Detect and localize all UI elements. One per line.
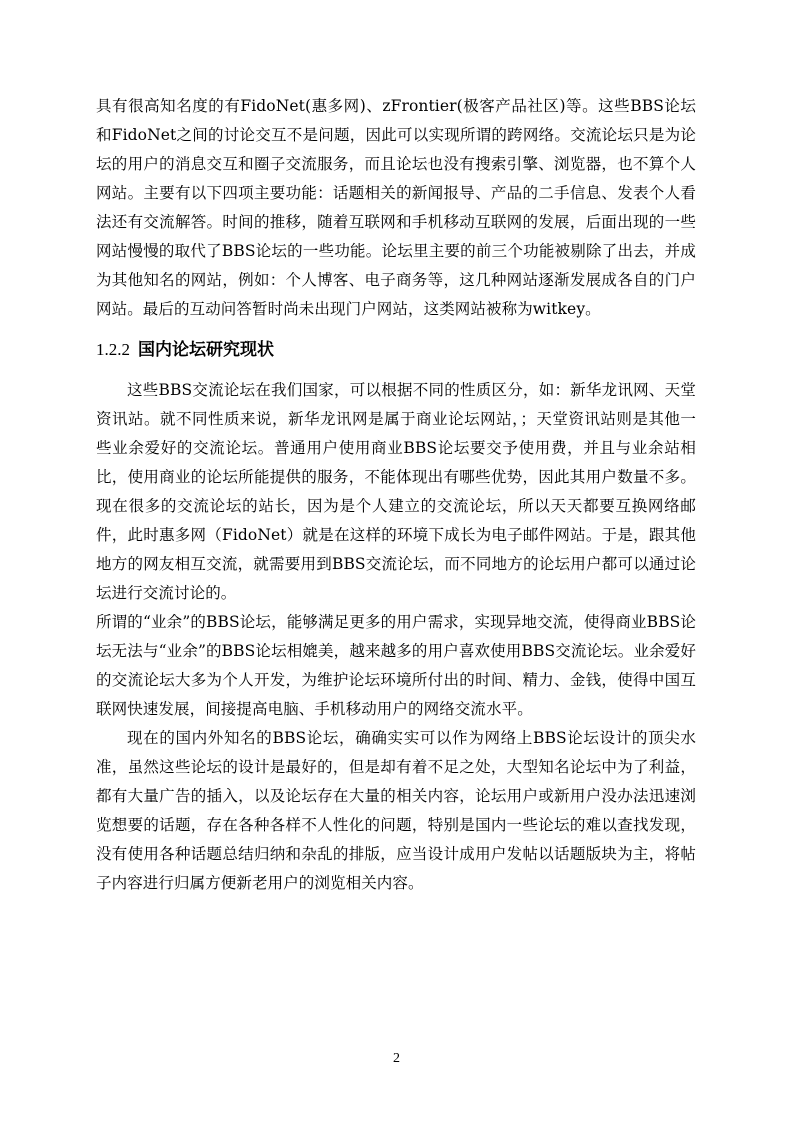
section-number: 1.2.2 <box>96 340 130 359</box>
page-body <box>96 92 696 898</box>
paragraph-1: 这些BBS交流论坛在我们国家，可以根据不同的性质区分，如：新华龙讯网、天堂资讯站。就不同性质来说，新华龙讯网是属于商业论坛网站，；天堂资讯站则是其他一些业余爱好的交流论坛。普通用户使用商业BBS论坛要交予使用费，并且与业余站相比，使用商业的论坛所能提供的服务，不能体现出有哪些优势，因此其用户数量不多。现在很多的交流论坛的站长，因为是个人建立的交流论坛，所以天天都要互换网络邮件，此时惠多网（FidoNet）就是在这样的环境下成长为电子邮件网站。于是，跟其他地方的网友相互交流，就需要用到BBS交流论坛，而不同地方的论坛用户都可以通过论坛进行交流讨论的。 <box>96 381 696 602</box>
section-heading <box>96 335 696 365</box>
paragraph-continued: 具有很高知名度的有FidoNet(惠多网)、zFrontier(极客产品社区)等。这些BBS论坛和FidoNet之间的讨论交互不是问题，因此可以实现所谓的跨网络。交流论坛只是为论坛的用户的消息交互和圈子交流服务，而且论坛也没有搜索引擎、浏览器，也不算个人网站。主要有以下四项主要功能：话题相关的新闻报导、产品的二手信息、发表个人看法还有交流解答。时间的推移，随着互联网和手机移动互联网的发展，后面出现的一些网站慢慢的取代了BBS论坛的一些功能。论坛里主要的前三个功能被剔除了出去，并成为其他知名的网站，例如：个人博客、电子商务等，这几种网站逐渐发展成各自的门户网站。最后的互动问答暂时尚未出现门户网站，这类网站被称为witkey。 <box>96 97 696 318</box>
paragraph-3: 现在的国内外知名的BBS论坛，确确实实可以作为网络上BBS论坛设计的顶尖水准，虽然这些论坛的设计是最好的，但是却有着不足之处，大型知名论坛中为了利益，都有大量广告的插入，以及论坛存在大量的相关内容，论坛用户或新用户没办法迅速浏览想要的话题，存在各种各样不人性化的问题，特别是国内一些论坛的难以查找发现，没有使用各种话题总结归纳和杂乱的排版，应当设计成用户发帖以话题版块为主，将帖子内容进行归属方便新老用户的浏览相关内容。 <box>96 729 696 892</box>
section-title: 国内论坛研究现状 <box>138 340 274 360</box>
page-number: 2 <box>393 1051 400 1066</box>
paragraph-2: 所谓的“业余”的BBS论坛，能够满足更多的用户需求，实现异地交流，使得商业BBS论坛无法与“业余”的BBS论坛相媲美，越来越多的用户喜欢使用BBS交流论坛。业余爱好的交流论坛大多为个人开发，为维护论坛环境所付出的时间、精力、金钱，使得中国互联网快速发展，间接提高电脑、手机移动用户的网络交流水平。 <box>96 613 696 718</box>
